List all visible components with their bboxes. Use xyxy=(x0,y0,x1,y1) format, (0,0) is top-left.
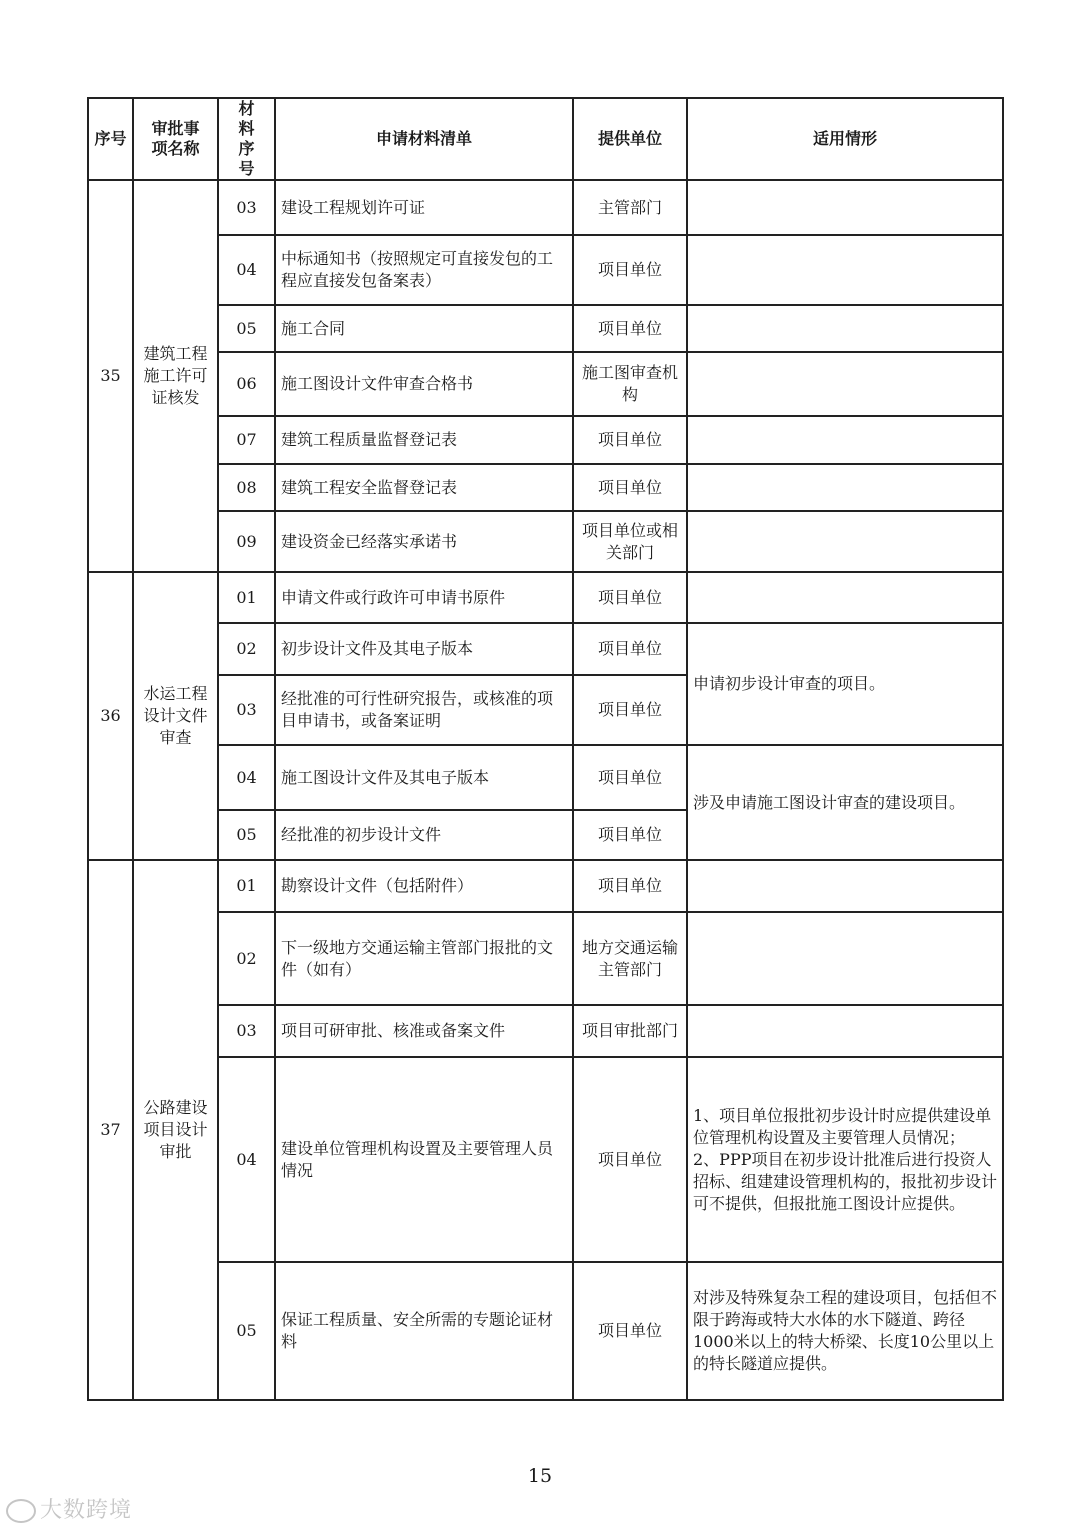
provider: 项目单位 xyxy=(573,305,687,352)
applicable xyxy=(687,464,1003,511)
table-row xyxy=(88,511,1003,572)
header-seq: 序号 xyxy=(88,98,133,180)
applicable xyxy=(687,180,1003,235)
provider: 项目单位 xyxy=(573,810,687,860)
applicable xyxy=(687,511,1003,572)
group-item-name: 水运工程设计文件审查 xyxy=(133,572,218,860)
watermark-text: 大数跨境 xyxy=(40,1498,133,1523)
material-name: 施工图设计文件审查合格书 xyxy=(275,352,573,416)
applicable: 对涉及特殊复杂工程的建设项目，包括但不限于跨海或特大水体的水下隧道、跨径1000米以上的特大桥梁、长度10公里以上的特长隧道应提供。 xyxy=(687,1262,1003,1400)
header-materials: 申请材料清单 xyxy=(275,98,573,180)
material-no: 01 xyxy=(218,572,275,623)
group-seq: 36 xyxy=(88,572,133,860)
material-name: 建筑工程安全监督登记表 xyxy=(275,464,573,511)
material-name: 经批准的可行性研究报告，或核准的项目申请书，或备案证明 xyxy=(275,675,573,745)
applicable xyxy=(687,860,1003,912)
group-seq: 37 xyxy=(88,860,133,1400)
provider: 项目审批部门 xyxy=(573,1005,687,1057)
table-row xyxy=(88,745,1003,810)
material-no: 07 xyxy=(218,416,275,464)
table-row xyxy=(88,572,1003,623)
material-name: 项目可研审批、核准或备案文件 xyxy=(275,1005,573,1057)
applicable xyxy=(687,352,1003,416)
provider: 项目单位 xyxy=(573,464,687,511)
material-name: 建设工程规划许可证 xyxy=(275,180,573,235)
group-item-name: 建筑工程施工许可证核发 xyxy=(133,180,218,572)
header-material-seq: 材料序号 xyxy=(218,98,275,180)
material-no: 01 xyxy=(218,860,275,912)
provider: 项目单位 xyxy=(573,860,687,912)
material-no: 04 xyxy=(218,1057,275,1262)
material-no: 04 xyxy=(218,235,275,305)
page-number: 15 xyxy=(527,1465,553,1487)
provider: 项目单位 xyxy=(573,572,687,623)
material-no: 03 xyxy=(218,675,275,745)
applicable xyxy=(687,1005,1003,1057)
table-row xyxy=(88,1262,1003,1400)
applicable: 1、项目单位报批初步设计时应提供建设单位管理机构设置及主要管理人员情况； 2、PPP项目在初步设计批准后进行投资人招标、组建建设管理机构的，报批初步设计可不提供，但报批施工图设计应提供。 xyxy=(687,1057,1003,1262)
table-row xyxy=(88,305,1003,352)
group-item-name: 公路建设项目设计审批 xyxy=(133,860,218,1400)
material-no: 05 xyxy=(218,305,275,352)
approval-materials-table xyxy=(87,97,1004,1401)
material-no: 05 xyxy=(218,1262,275,1400)
applicable xyxy=(687,305,1003,352)
table-row xyxy=(88,1005,1003,1057)
provider: 项目单位 xyxy=(573,745,687,810)
material-name: 建设资金已经落实承诺书 xyxy=(275,511,573,572)
material-name: 初步设计文件及其电子版本 xyxy=(275,623,573,675)
material-name: 建筑工程质量监督登记表 xyxy=(275,416,573,464)
header-provider: 提供单位 xyxy=(573,98,687,180)
material-name: 勘察设计文件（包括附件） xyxy=(275,860,573,912)
table-row xyxy=(88,352,1003,416)
provider: 项目单位 xyxy=(573,623,687,675)
applicable xyxy=(687,912,1003,1005)
material-name: 中标通知书（按照规定可直接发包的工程应直接发包备案表） xyxy=(275,235,573,305)
material-name: 下一级地方交通运输主管部门报批的文件（如有） xyxy=(275,912,573,1005)
material-no: 06 xyxy=(218,352,275,416)
table-row xyxy=(88,416,1003,464)
provider: 施工图审查机构 xyxy=(573,352,687,416)
material-no: 02 xyxy=(218,623,275,675)
material-name: 保证工程质量、安全所需的专题论证材料 xyxy=(275,1262,573,1400)
table-row xyxy=(88,180,1003,235)
material-no: 02 xyxy=(218,912,275,1005)
material-name: 经批准的初步设计文件 xyxy=(275,810,573,860)
table-row xyxy=(88,235,1003,305)
header-item-name: 审批事项名称 xyxy=(133,98,218,180)
material-name: 施工合同 xyxy=(275,305,573,352)
applicable: 涉及申请施工图设计审查的建设项目。 xyxy=(687,745,1003,860)
applicable xyxy=(687,572,1003,623)
material-no: 05 xyxy=(218,810,275,860)
watermark xyxy=(6,1493,132,1524)
material-no: 08 xyxy=(218,464,275,511)
provider: 项目单位 xyxy=(573,675,687,745)
material-no: 04 xyxy=(218,745,275,810)
provider: 主管部门 xyxy=(573,180,687,235)
watermark-logo-icon xyxy=(6,1499,36,1523)
table-row xyxy=(88,860,1003,912)
material-no: 03 xyxy=(218,180,275,235)
material-name: 建设单位管理机构设置及主要管理人员情况 xyxy=(275,1057,573,1262)
header-row xyxy=(88,98,1003,180)
table-row xyxy=(88,623,1003,675)
table-row xyxy=(88,464,1003,511)
provider: 项目单位 xyxy=(573,1262,687,1400)
table-row xyxy=(88,1057,1003,1262)
provider: 项目单位 xyxy=(573,235,687,305)
material-name: 施工图设计文件及其电子版本 xyxy=(275,745,573,810)
material-name: 申请文件或行政许可申请书原件 xyxy=(275,572,573,623)
material-no: 09 xyxy=(218,511,275,572)
provider: 项目单位或相关部门 xyxy=(573,511,687,572)
applicable xyxy=(687,235,1003,305)
table-row xyxy=(88,912,1003,1005)
group-seq: 35 xyxy=(88,180,133,572)
header-applicable: 适用情形 xyxy=(687,98,1003,180)
provider: 地方交通运输主管部门 xyxy=(573,912,687,1005)
applicable xyxy=(687,416,1003,464)
provider: 项目单位 xyxy=(573,1057,687,1262)
applicable: 申请初步设计审查的项目。 xyxy=(687,623,1003,745)
provider: 项目单位 xyxy=(573,416,687,464)
material-no: 03 xyxy=(218,1005,275,1057)
